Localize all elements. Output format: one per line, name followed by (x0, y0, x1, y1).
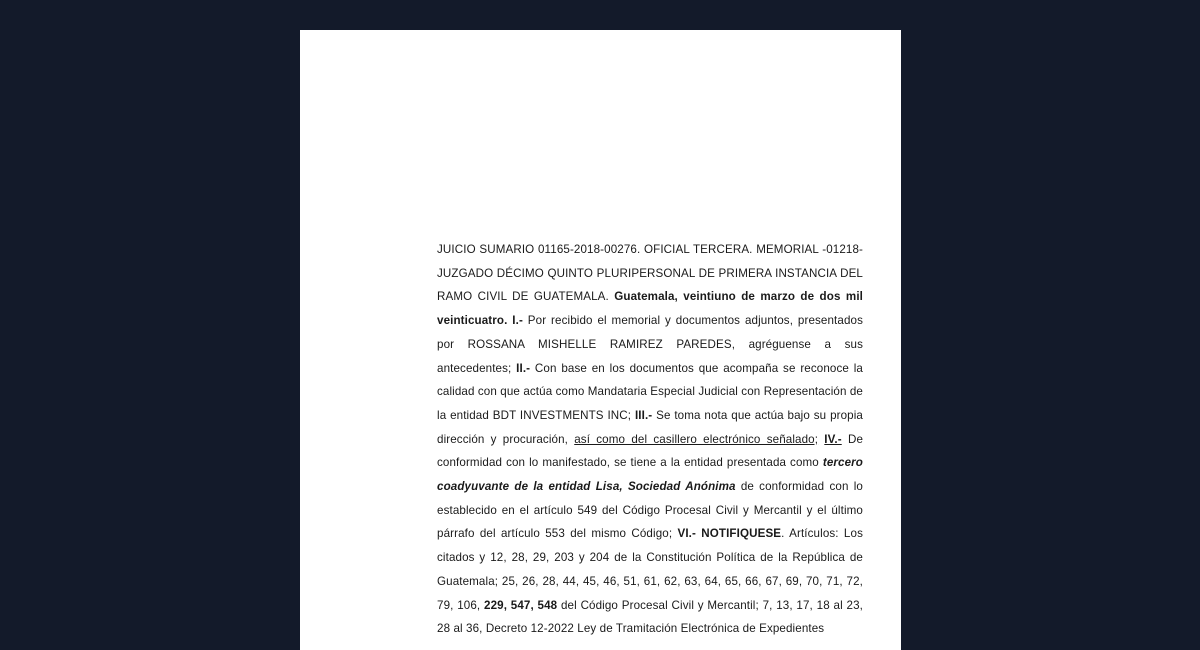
document-page (300, 30, 901, 650)
closing-articles-text: del Código Procesal Civil y Mercantil; 7, 13, 17, 18 al 23, 28 al 36, Decreto 12-2022 Ley de Tramitación Electrónica de Expedientes (437, 598, 863, 636)
item-four-continuation-text: de conformidad con lo establecido en el artículo 549 del Código Procesal Civil y Mercantil y el último párrafo del artículo 553 del mismo Código; (437, 480, 863, 541)
resolution-paragraph (437, 238, 863, 641)
cited-articles-text: . Artículos: Los citados y 12, 28, 29, 203 y 204 de la Constitución Política de la República de Guatemala; 25, 26, 28, 44, 45, 46, 51, 61, 62, 63, 64, 65, 66, 67, 69, 70, 71, 72, 79, 106, (437, 527, 863, 612)
item-one-text: Por recibido el memorial y documentos adjuntos, presentados por ROSSANA MISHELLE RAMIREZ PAREDES, agréguense a sus antecedentes; (437, 314, 863, 375)
case-header-text: JUICIO SUMARIO 01165-2018-00276. OFICIAL TERCERA. MEMORIAL -01218- JUZGADO DÉCIMO QUINTO PLURIPERSONAL DE PRIMERA INSTANCIA DEL RAMO CIVIL DE GUATEMALA. (437, 243, 863, 304)
item-three-text: Se toma nota que actúa bajo su propia dirección y procuración, (437, 408, 863, 446)
place-and-date-text: Guatemala, veintiuno de marzo de dos mil veinticuatro. I.- (437, 290, 863, 328)
document-body-text (437, 238, 863, 641)
bold-cited-articles: 229, 547, 548 (484, 598, 558, 612)
item-two-marker: II.- (516, 361, 531, 375)
item-four-text: De conformidad con lo manifestado, se tiene a la entidad presentada como (437, 432, 864, 470)
item-three-marker: III.- (634, 408, 653, 422)
electronic-mailbox-underlined-text: así como del casillero electrónico señalado; (574, 432, 819, 446)
item-two-text: Con base en los documentos que acompaña se reconoce la calidad con que actúa como Mandataria Especial Judicial con Representación de la entidad BDT INVESTMENTS INC; (437, 361, 863, 422)
notification-clause: VI.- NOTIFIQUESE (677, 527, 782, 541)
item-four-marker: IV.- (824, 432, 842, 446)
third-party-entity-name: tercero coadyuvante de la entidad Lisa, Sociedad Anónima (437, 456, 863, 494)
